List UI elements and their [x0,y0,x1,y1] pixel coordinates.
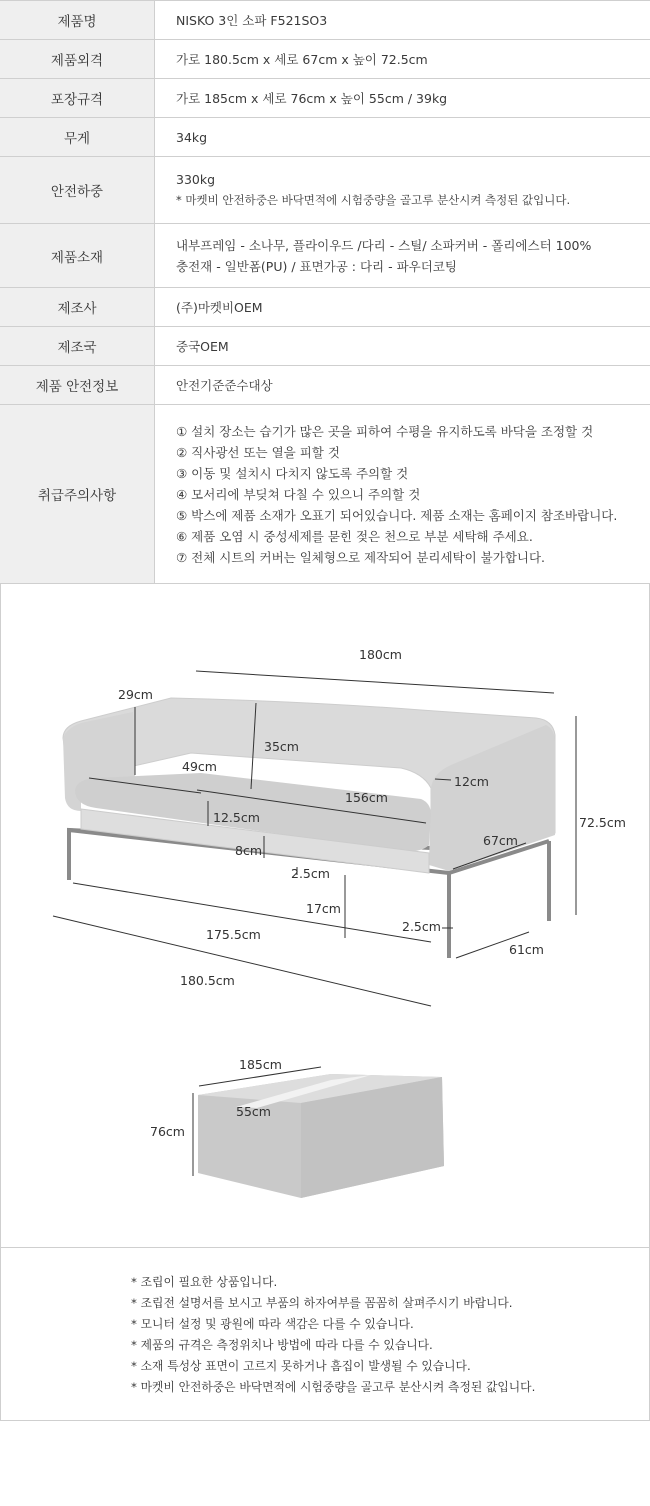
dim-inner-width: 175.5cm [206,927,261,942]
notes-box [0,1247,650,1421]
spec-value [155,366,650,404]
spec-value-line: 안전기준준수대상 [176,377,273,393]
spec-value [155,288,650,326]
spec-row-weight [0,118,650,157]
caution-item: ⑦ 전체 시트의 커버는 일체형으로 제작되어 분리세탁이 불가합니다. [176,549,546,565]
note-line: * 소재 특성상 표면이 고르지 못하거나 흠집이 발생될 수 있습니다. [131,1359,471,1373]
spec-value [155,405,650,583]
dim-back-height: 35cm [264,739,299,754]
caution-item: ② 직사광선 또는 열을 피할 것 [176,444,340,460]
spec-row-dimensions [0,40,650,79]
spec-row-caution [0,405,650,584]
caution-item: ⑤ 박스에 제품 소재가 오표기 되어있습니다. 제품 소재는 홈페이지 참조바랍니다. [176,507,618,523]
note-line: * 마켓비 안전하중은 바닥면적에 시험중량을 골고루 분산시켜 측정된 값입니다. [131,1380,536,1394]
spec-value [155,1,650,39]
spec-row-country [0,327,650,366]
spec-value-line: 34kg [176,129,208,145]
dim-frame-height: 2.5cm [291,866,330,881]
spec-label: 안전하중 [0,157,155,223]
note-line: * 조립전 설명서를 보시고 부품의 하자여부를 꼼꼼히 살펴주시기 바랍니다. [131,1296,513,1310]
spec-value [155,224,650,287]
spec-value-line: NISKO 3인 소파 F521SO3 [176,12,328,28]
dim-seat-width: 156cm [345,790,388,805]
dim-total-width: 180.5cm [180,973,235,988]
caution-item: ① 설치 장소는 습기가 많은 곳을 피하여 수평을 유지하도록 바닥을 조정할 것 [176,423,594,439]
caution-item: ④ 모서리에 부딪쳐 다칠 수 있으니 주의할 것 [176,486,421,502]
dim-base-height: 8cm [235,843,263,858]
spec-value [155,327,650,365]
spec-label: 제조사 [0,288,155,326]
spec-label: 제품명 [0,1,155,39]
dim-box-height: 76cm [150,1124,185,1139]
spec-value [155,40,650,78]
spec-label: 무게 [0,118,155,156]
spec-value-line: 내부프레임 - 소나무, 플라이우드 /다리 - 스틸/ 소파커버 - 폴리에스터 100% [176,237,592,253]
spec-value-line: 가로 185cm x 세로 76cm x 높이 55cm / 39kg [176,90,448,106]
spec-row-name [0,1,650,40]
spec-value-line: (주)마켓비OEM [176,299,263,315]
dim-leg-depth: 61cm [509,942,544,957]
spec-row-packaging [0,79,650,118]
dim-arm-width: 12cm [454,774,489,789]
dim-width-top: 180cm [359,647,402,662]
dimension-diagram [0,583,650,1247]
dim-total-height: 72.5cm [579,815,626,830]
spec-value [155,118,650,156]
spec-value-note: * 마켓비 안전하중은 바닥면적에 시험중량을 골고루 분산시켜 측정된 값입니다. [176,193,571,207]
dim-side-depth: 67cm [483,833,518,848]
spec-row-safety-info [0,366,650,405]
spec-row-safe-load [0,157,650,224]
note-line: * 모니터 설정 및 광원에 따라 색감은 다를 수 있습니다. [131,1317,414,1331]
spec-label: 제품 안전정보 [0,366,155,404]
spec-table [0,0,650,584]
spec-value-line: 중국OEM [176,338,229,354]
spec-label: 제품외격 [0,40,155,78]
spec-value-line: 330kg [176,172,216,187]
dim-leg-height: 17cm [306,901,341,916]
spec-value [155,79,650,117]
dim-arm-depth: 29cm [118,687,153,702]
note-line: * 조립이 필요한 상품입니다. [131,1275,278,1289]
caution-item: ⑥ 제품 오염 시 중성세제를 묻힌 젖은 천으로 부분 세탁해 주세요. [176,528,533,544]
spec-label: 포장규격 [0,79,155,117]
spec-value-line: 가로 180.5cm x 세로 67cm x 높이 72.5cm [176,51,428,67]
package-box [193,1067,444,1198]
spec-label: 제조국 [0,327,155,365]
spec-value-line: 충전재 - 일반폼(PU) / 표면가공 : 다리 - 파우더코팅 [176,258,457,274]
spec-label: 제품소재 [0,224,155,287]
dim-seat-depth: 49cm [182,759,217,774]
dim-cushion-height: 12.5cm [213,810,260,825]
dim-box-width: 185cm [239,1057,282,1072]
spec-row-manufacturer [0,288,650,327]
dim-leg-width: 2.5cm [402,919,441,934]
note-line: * 제품의 규격은 측정위치나 방법에 따라 다를 수 있습니다. [131,1338,433,1352]
spec-value [155,157,650,223]
spec-row-material [0,224,650,288]
dim-box-depth: 55cm [236,1104,271,1119]
spec-label: 취급주의사항 [0,405,155,583]
caution-item: ③ 이동 및 설치시 다치지 않도록 주의할 것 [176,465,409,481]
